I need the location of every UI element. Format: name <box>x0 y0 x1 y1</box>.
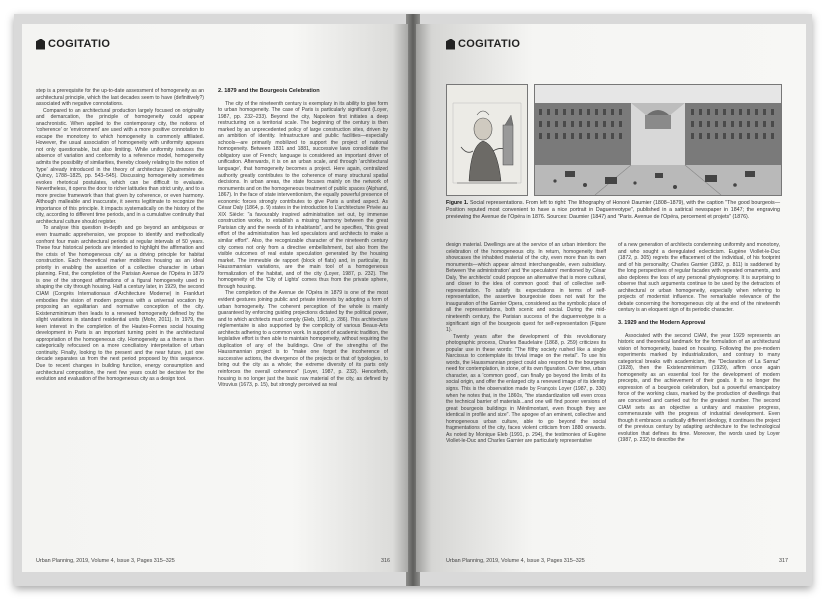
paragraph: of a new generation of architects condemning uniformity and monotony, and who sought a deregulated eclecticism. Eugène Viollet-le-Duc (1872, p. 305) regrets the effacement of the individual, of his footprint and of his personality; Charles Garnier (1892, p. 811) is saddened by the long perspectives of regular facades with repeated ornaments, and also deplores the loss of any personal physiognomy. It is surprising to observe that such arguments continue to be used by the detractors of architectural or urban homogeneity, especially when referring to projects of modernist influence. The remarkable relevance of the debate concerning the homogeneous city at the end of the nineteenth century is an eloquent sign of its periodic character. <box>618 242 780 314</box>
page-number: 317 <box>779 558 788 564</box>
paragraph: The city of the nineteenth century is exemplary in its ability to give form to urban homogeneity. The case of Paris is particularly significant (Loyer, 1987, pp. 232–233). Beyond the city, Napoleon first initiates a deep restructuring on a territorial scale. The beginning of the century is then marked by an unprecedented policy of large construction sites, driven by an ambition of identity. Infrastructure and public facilities—especially schools—are primarily mobilized to support the project of national homogeneity. Between 1831 and 1881, successive laws consolidate the obligatory use of French; language is considered an important driver of unification. Afterwards, it is on an urban scale, and through 'architectural language', that homogeneity becomes a project. Here again, centralized authority greatly contributes to the coherence of many structural spatial decisions. In urban areas, the state focuses mainly on the network of monuments and on the homogeneous treatment of public spaces (Alphand, 1867). In the face of state interventionism, the equally powerful presence of economic forces strongly contributes to give Paris a united aspect. As César Daly (1864, p. 9) states in the introduction to L'architecture Privée au XIX Siècle: "a favourably inspired administration set out, by immense construction works, to establish a missing harmony between the great Parisian city and the needs of its inhabitants", and he specifies, "this great effort of the administration has led speculators and architects to make a similar effort". Also, the recognizable character of the nineteenth century city comes not only from a directive embellishment, but also from the visible outcomes of real estate speculation generated by the housing market. The immeuble de rapport (block of flats) and, in particular, its Haussmannian variations, are the main tool of a homogeneous formalization of the habitat, and of the city (Loyer, 1987, p. 232). The homogeneity of the 'City of Lights' comes thus from the private sphere, through housing. <box>218 100 388 290</box>
right-page-column-1 <box>446 242 606 553</box>
paragraph: design material. Dwellings are at the service of an urban intention: the celebration of the homogeneous city. In return, homogeneity itself showcases the inhabited material of the city, even more than its own monuments—which appear almost interchangeable, even subsidiary. Between 'the administration' and 'the speculators' mentioned by César Daly, 'the architects' could propose an alternative that is more cultural, and closer to the idea of common good: that of collective self-representation. To satisfy its expectations in terms of self-representation, the assertive bourgeoisie does not wait for the inauguration of the Garnier Opera, considered as the symbolic place of all the representations, both scenic and social. During the mid-nineteenth century, the Parisian success of the daguerreotype is a significant sign of the bourgeois quest for self-representation (Figure 1). <box>446 242 606 334</box>
journal-logo <box>446 38 520 50</box>
left-page-column-1 <box>36 88 204 553</box>
section-heading: 3. 1929 and the Modern Approval <box>618 320 706 327</box>
journal-logo-text: COGITATIO <box>458 38 521 50</box>
paragraph: Associated with the second CIAM, the year 1929 represents an historic and theoretical landmark for the formulation of an architectural vision of homogeneity, based on housing. Following the pre-modern experiments marked by industrialization, and contrary to many categorical breaks with academicism, the "Declaration of La Sarraz" (1928), then the Existenzminimum (1929), affirm once again homogeneity as an essential tool for the development of modern precepts, and the achievement of their goals. It is no longer the expression of a bourgeois celebration, but a powerful emancipatory force of the working class, marked by the production of dwellings that are conceived and carried out for the greatest number. The second CIAM sets as an objective a unitary and massive progress, commensurate with the progress of industrial development. Even though it embraces a radically different ideology, it continues the project of the previous century by adapting architecture to the technological evolution that defines its time. Moreover, the words used by Loyer (1987, p. 232) to describe the <box>618 332 780 444</box>
paragraph: step is a prerequisite for the up-to-date assessment of homogeneity as an architectural principle, which the last decades seem to have (definitively?) associated with negative connotations. <box>36 88 204 108</box>
page-number: 316 <box>381 558 390 564</box>
figure-avenue-opera-engraving <box>534 84 782 196</box>
journal-logo <box>36 38 110 50</box>
page-footer-citation: Urban Planning, 2019, Volume 4, Issue 3, Pages 315–325 <box>446 558 585 564</box>
paragraph: The completion of the Avenue de l'Opéra in 1879 is one of the most evident gestures joining public and private interests by adopting a form of urban homogeneity. The coherent perception of the whole is mainly guaranteed by enforcing guiding projections dictated by the political power, and to which architects must comply (Eleb, 1991, p. 286). This architecture réglementaire is also supported by the complicity of various Beaux-Arts architects adhering to a common work. In support of academic tradition, the legislative effort is then able to maintain homogeneity, without requiring the duplication of any of the buildings. One of the strengths of the Haussmannian project is to "make one forget the incoherence of successive actions, the divergence of the projects or that of typologies, to bring out the city as a whole; the extreme diversity of its parts only reinforces the overall coherence" (Loyer, 1987, p. 232). Henceforth, housing is no longer just the basic raw material of the city, as defined by Vitruvius (1673, p. 15), but strongly perceived as real <box>218 290 388 389</box>
paragraph: Compared to an architectural production largely focused on originality and demarcation, the principle of homogeneity could appear anachronistic. When applied to the contemporary city, the notions of 'coherence' or 'environment' are used with a more positive connotation to escape the monotony to which homogeneity is commonly affiliated. However, the usual association of homogeneity with uniformity appears not only questionable, but also limiting. While uniformity induces the absence of variation and conformity to a reference model, homogeneity admits the possibility of similarities, thereby closely relating to the notion of 'type' already introduced in the theory of architecture (Quatremère de Quincy, 1788–1825, pp. 543–545). Discussing homogeneity sometimes evokes rhetorical postulates, which can be difficult to evaluate. Nevertheless, it opens the door to richer latitudes than strict unity, and to a more precise framework than that given by coherence, or even harmony. Although malleable and inaccurate, it seems legitimate to recognize the importance of this principle. It impacts systematically on the history of the city, according to different time periods, and in a cumulative continuity that architectural culture should register. <box>36 107 204 225</box>
open-journal-spread <box>14 14 812 586</box>
paragraph: To analyse this question in-depth and go beyond an ambiguous or even traumatic apprehension, we propose to identify and methodically confront four main architectural periods at regular intervals of 50 years. These four historical periods are intended to highlight the affirmation and the crisis of 'the homogeneous city' as a driving principle for habitat construction. Each theoretical marker mobilizes housing as an ideal priority in enabling the assertion of a collective character in urban planning. First, the completion of the Parisian Avenue de l'Opéra in 1879 is one of the strongest affirmations of a figural homogeneity used in shaping the city through housing. Half a century later, in 1929, the second CIAM (Congrès Internationaux d'Architecture Moderne) in Frankfurt embodies the vision of modern progress with a universal vocation by proposing an egalitarian and normative conception of the city. Existenzminimum then leads to a renewed homogeneity defined by the slight variations in standard residential units (Mohr, 2011). In 1979, the keen interest in the completion of the Hautes-Formes social housing development in Paris is an important turning point in the architectural appropriation of the homogeneous city. Homogeneity as a theme is then categorically refocused on a more conciliatory interpretation of urban continuity. Finally, looking to the present and the near future, just one decade separates us from the next period proposed by this sequence. Due to recent changes in building function, energy consumption and architectural composition, the next few years could be decisive for the evolution and evaluation of the homogeneous city as a design tool. <box>36 225 204 383</box>
figure-label: Figure 1. <box>446 200 469 206</box>
left-page-column-2 <box>218 88 388 553</box>
lithograph-illustration <box>447 85 527 195</box>
section-heading: 2. 1879 and the Bourgeois Celebration <box>218 88 320 94</box>
right-page-column-2 <box>618 242 780 553</box>
figure-daumier-lithograph <box>446 84 528 196</box>
figure-caption-text: Social representations. From left to right: The lithography of Honoré Daumier (1808–1879), with the caption "The good bourgeois—Position reputed most convenient to have a nice portrait in Daguerreotype", published in a satirical newspaper in 1847; the engraving previewing the Avenue de l'Opéra in 1876. Sources: Daumier (1847) and "Paris. Avenue de l'Opéra, percement et projets" (1876). <box>446 200 780 220</box>
engraving-illustration <box>535 85 781 195</box>
cogitatio-logo-icon <box>36 39 45 50</box>
page-footer-citation: Urban Planning, 2019, Volume 4, Issue 3, Pages 315–325 <box>36 558 175 564</box>
figure-caption <box>446 200 780 220</box>
left-page <box>22 24 408 572</box>
cogitatio-logo-icon <box>446 39 455 50</box>
journal-logo-text: COGITATIO <box>48 38 111 50</box>
paragraph: Twenty years after the development of this revolutionary photographic process, Charles Baudelaire (1868, p. 259) criticizes its popular use in these words: "The filthy society rushed like a single Narcissus to contemplate its trivial image on the metal". To use his words, the Haussmannian project could also respond to the bourgeois need for contemplation, in stone, of its own figuration. Over time, urban character, as a 'common good', can finally go beyond the limits of its social origin, and offer the enlarged city a renewed image of its identity signs. This is the observation made by François Loyer (1987, p. 330) when he notes that, in the 1860s, "the standardization will even cross the technical barrier of materials...and one will find poorer versions of great bourgeois buildings in Ménilmontant, even though they are identical in profile and size". The apogee of an eminent, collective and homogeneous urban culture, able to go beyond the social fragmentations of the city, faces violent criticism from 1880 onwards. As noted by Monique Eleb (1991, p. 294), the testimonies of Eugène Viollet-le-Duc and Charles Garnier are particularly representative <box>446 333 606 445</box>
right-page <box>416 24 806 572</box>
